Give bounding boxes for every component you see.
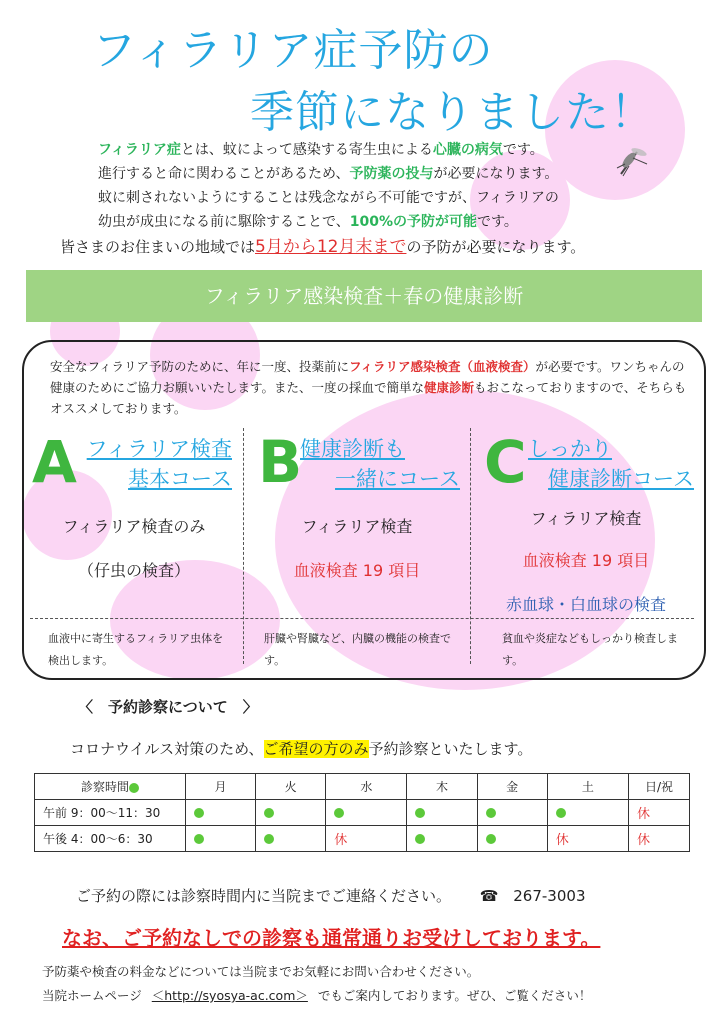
course-b-name-line: 健康診断も — [300, 437, 405, 461]
footer-line: 予防薬や検査の料金などについては当院までお気軽にお問い合わせください。 — [42, 964, 480, 979]
course-b-name-line: 一緒にコース — [335, 467, 460, 491]
course-intro-text: 安全なフィラリア予防のために、年に一度、投薬前に — [50, 359, 350, 374]
course-a-name — [72, 434, 232, 494]
footer-text: でもご案内しております。ぜひ、ご覧ください！ — [317, 988, 592, 1003]
intro-text-part: が必要になります。 — [433, 166, 559, 182]
course-c-name-line: 健康診断コース — [548, 467, 694, 491]
divider — [243, 428, 244, 664]
phone-number[interactable]: 267-3003 — [513, 887, 586, 905]
period-highlight: 5月から12月末まで — [255, 237, 407, 257]
day-header: 水 — [326, 774, 407, 800]
divider — [30, 618, 694, 619]
course-c-name — [528, 434, 694, 494]
course-c-letter: C — [484, 428, 527, 496]
intro-text-part: とは、蚊によって感染する寄生虫による — [180, 142, 433, 158]
open-dot-icon — [264, 834, 274, 844]
course-intro-text: もおこなっておりますので、そちらもオススメしております。 — [50, 380, 687, 416]
course-a-name-line: 基本コース — [128, 467, 232, 491]
open-dot-icon — [556, 808, 566, 818]
course-intro — [50, 356, 690, 419]
walk-in-notice: なお、ご予約なしでの診察も通常通りお受けしております。 — [62, 926, 601, 950]
intro-text-part: 幼虫が成虫になる前に駆除することで、 — [98, 214, 350, 230]
corona-highlight: ご希望の方のみ — [263, 740, 369, 758]
schedule-table — [34, 773, 690, 852]
intro-emphasis: 予防薬の投与 — [349, 166, 434, 182]
schedule-header-cell — [35, 774, 186, 800]
footer-text: 当院ホームページ — [42, 988, 142, 1003]
schedule-cell — [256, 800, 326, 826]
intro-text — [98, 138, 658, 234]
schedule-cell — [547, 800, 628, 826]
day-header: 月 — [186, 774, 256, 800]
reservation-heading: 〈 予約診察について 〉 — [78, 698, 258, 716]
schedule-cell — [547, 826, 628, 852]
intro-text-part: です。 — [502, 142, 544, 158]
time-slot-label: 午前 9：00〜11：30 — [35, 800, 186, 826]
course-a-item: （仔虫の検査） — [77, 561, 190, 580]
intro-emphasis: 心臓の病気 — [432, 142, 503, 158]
schedule-cell — [186, 800, 256, 826]
intro-text-part: 蚊に刺されないようにすることは残念ながら不可能ですが、フィラリアの — [98, 190, 559, 206]
schedule-cell — [477, 826, 547, 852]
course-intro-emphasis: フィラリア感染検査（血液検査） — [349, 359, 536, 374]
page-title-line1: フィラリア症予防の — [92, 25, 494, 76]
phone-icon: ☎ — [479, 887, 499, 905]
schedule-row — [35, 826, 690, 852]
open-dot-icon — [264, 808, 274, 818]
contact-text: ご予約の際には診察時間内に当院までご連絡ください。 — [76, 887, 452, 905]
course-b-letter: B — [258, 428, 303, 496]
open-dot-icon — [486, 808, 496, 818]
open-dot-icon — [415, 834, 425, 844]
schedule-cell — [407, 800, 477, 826]
course-c-item: 血液検査 19 項目 — [522, 551, 650, 570]
course-b-item: 血液検査 19 項目 — [293, 561, 421, 580]
page-title-line2: 季節になりました！ — [250, 87, 655, 138]
closed-label: 休 — [555, 833, 569, 848]
open-dot-icon — [129, 783, 139, 793]
course-c-note: 貧血や炎症などもしっかり検査します。 — [502, 632, 678, 667]
schedule-header-row — [35, 774, 690, 800]
contact-line — [76, 885, 585, 906]
section-banner: フィラリア感染検査＋春の健康診断 — [26, 270, 702, 322]
area-text: 皆さまのお住まいの地域では — [60, 238, 256, 256]
corona-text: コロナウイルス対策のため、 — [70, 740, 264, 758]
footer-line — [42, 986, 591, 1004]
day-header: 火 — [256, 774, 326, 800]
area-text: の予防が必要になります。 — [406, 238, 586, 256]
intro-term: フィラリア症 — [98, 142, 181, 158]
course-a-name-line: フィラリア検査 — [86, 437, 232, 461]
open-dot-icon — [415, 808, 425, 818]
open-dot-icon — [194, 834, 204, 844]
open-dot-icon — [334, 808, 344, 818]
course-b-item: フィラリア検査 — [301, 517, 413, 536]
open-dot-icon — [194, 808, 204, 818]
schedule-row — [35, 800, 690, 826]
day-header: 日/祝 — [629, 774, 690, 800]
course-intro-text: が必要です。ワンちゃんの健康のためにご協力お願いいたします。また、一度の採血で簡単な — [50, 359, 685, 395]
schedule-cell — [629, 826, 690, 852]
course-c-item: フィラリア検査 — [530, 509, 642, 528]
schedule-cell — [326, 800, 407, 826]
course-a-item: フィラリア検査のみ — [62, 517, 206, 536]
day-header: 金 — [477, 774, 547, 800]
schedule-header-label: 診察時間 — [80, 780, 129, 794]
day-header: 土 — [547, 774, 628, 800]
schedule-cell — [186, 826, 256, 852]
course-intro-emphasis: 健康診断 — [424, 380, 475, 395]
intro-text-part: です。 — [477, 214, 518, 230]
course-c-item: 赤血球・白血球の検査 — [505, 595, 666, 614]
closed-label: 休 — [637, 807, 651, 822]
intro-emphasis: 100%の予防が可能 — [349, 214, 477, 230]
schedule-cell — [629, 800, 690, 826]
course-a-letter: A — [32, 428, 77, 496]
course-b-note: 肝臓や腎臓など、内臓の機能の検査です。 — [264, 632, 451, 667]
divider — [470, 428, 471, 664]
time-slot-label: 午後 4：00〜6：30 — [35, 826, 186, 852]
closed-label: 休 — [334, 833, 348, 848]
corona-note — [70, 738, 532, 759]
schedule-cell — [477, 800, 547, 826]
schedule-cell — [256, 826, 326, 852]
corona-text: 予約診察といたします。 — [368, 740, 533, 758]
open-dot-icon — [486, 834, 496, 844]
course-c-name-line: しっかり — [528, 437, 612, 461]
day-header: 木 — [407, 774, 477, 800]
schedule-cell — [326, 826, 407, 852]
homepage-link[interactable]: ＜http://syosya-ac.com＞ — [151, 988, 308, 1003]
prevention-period — [60, 232, 585, 257]
schedule-cell — [407, 826, 477, 852]
intro-text-part: 進行すると命に関わることがあるため、 — [98, 166, 350, 182]
course-b-name — [300, 434, 460, 494]
closed-label: 休 — [637, 833, 651, 848]
course-a-note: 血液中に寄生するフィラリア虫体を検出します。 — [48, 632, 224, 667]
